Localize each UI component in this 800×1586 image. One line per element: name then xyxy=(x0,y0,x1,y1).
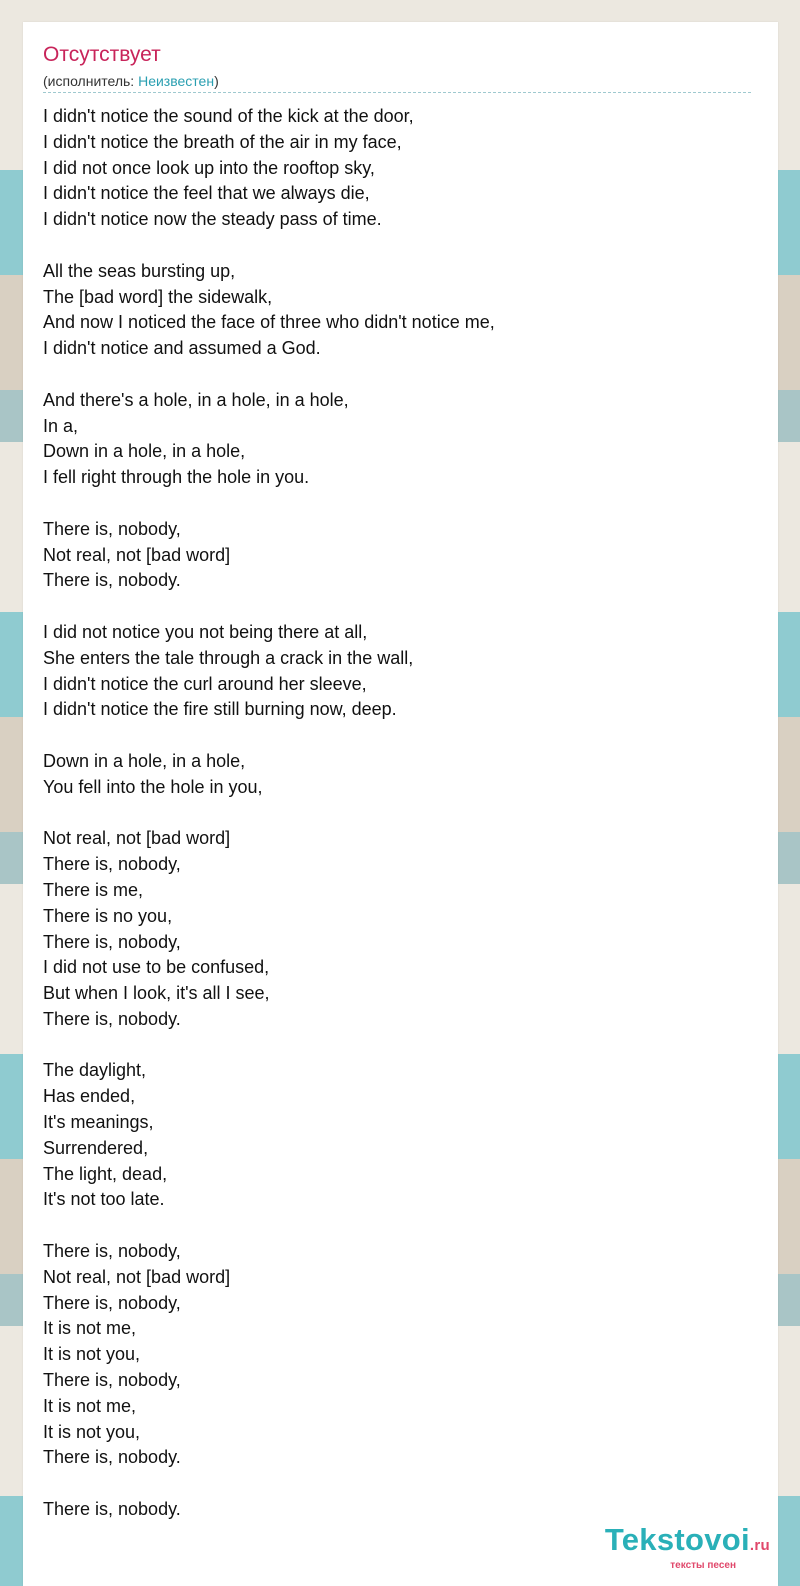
lyric-line: It's meanings, xyxy=(43,1112,154,1133)
lyric-line: I did not use to be confused, xyxy=(43,957,270,978)
lyric-line: There is me, xyxy=(43,879,144,900)
lyric-line: It is not you, xyxy=(43,1421,141,1442)
title-divider xyxy=(43,92,751,93)
lyric-line: There is, nobody, xyxy=(43,854,181,875)
lyric-line: There is, nobody, xyxy=(43,1370,181,1391)
lyric-line: I did not notice you not being there at all, xyxy=(43,621,368,642)
lyric-line: I fell right through the hole in you. xyxy=(43,467,310,488)
logo-wordmark xyxy=(605,1524,770,1562)
lyric-line: All the seas bursting up, xyxy=(43,260,236,281)
lyric-line: There is, nobody. xyxy=(43,1447,181,1468)
lyrics-text xyxy=(43,104,495,1523)
lyric-line xyxy=(43,233,495,259)
logo-name: Tekstovoi xyxy=(604,1522,750,1557)
lyric-line xyxy=(43,1033,495,1059)
artist-prefix: (исполнитель: xyxy=(43,73,139,89)
lyric-line: I didn't notice now the steady pass of time. xyxy=(43,209,382,230)
lyric-line: I didn't notice and assumed a God. xyxy=(43,338,321,359)
lyric-line: The [bad word] the sidewalk, xyxy=(43,286,273,307)
lyric-line: There is, nobody. xyxy=(43,1008,181,1029)
artist-suffix: ) xyxy=(214,73,219,89)
lyric-line: And now I noticed the face of three who didn't notice me, xyxy=(43,312,495,333)
lyric-line: The light, dead, xyxy=(43,1163,168,1184)
lyric-line: Not real, not [bad word] xyxy=(43,828,231,849)
lyric-line: Has ended, xyxy=(43,1086,136,1107)
lyric-line: But when I look, it's all I see, xyxy=(43,983,270,1004)
lyric-line: I didn't notice the curl around her sleeve, xyxy=(43,673,367,694)
lyric-line: In a, xyxy=(43,415,79,436)
logo-tld: .ru xyxy=(749,1537,770,1554)
artist-line xyxy=(43,72,219,90)
lyric-line: I didn't notice the sound of the kick at the door, xyxy=(43,106,414,126)
lyric-line: There is, nobody, xyxy=(43,1292,181,1313)
lyric-line: Not real, not [bad word] xyxy=(43,1266,231,1287)
lyric-line xyxy=(43,723,495,749)
lyric-line xyxy=(43,1213,495,1239)
lyric-line: I didn't notice the breath of the air in my face, xyxy=(43,131,402,152)
lyric-line xyxy=(43,1471,495,1497)
lyric-line: There is, nobody. xyxy=(43,1499,181,1520)
lyric-line: There is, nobody, xyxy=(43,1241,181,1262)
lyric-line xyxy=(43,801,495,827)
lyric-line: Surrendered, xyxy=(43,1137,149,1158)
artist-link[interactable]: Неизвестен xyxy=(138,73,215,89)
lyric-line: The daylight, xyxy=(43,1060,147,1081)
lyric-line: She enters the tale through a crack in the wall, xyxy=(43,647,414,668)
song-title: Отсутствует xyxy=(43,43,161,66)
lyric-line: There is, nobody, xyxy=(43,518,181,539)
lyric-line: There is, nobody, xyxy=(43,931,181,952)
lyric-line: Not real, not [bad word] xyxy=(43,544,231,565)
lyric-line: Down in a hole, in a hole, xyxy=(43,441,246,462)
lyric-line: I didn't notice the fire still burning now, deep. xyxy=(43,699,397,720)
lyric-line: You fell into the hole in you, xyxy=(43,776,263,797)
lyric-line: And there's a hole, in a hole, in a hole, xyxy=(43,389,349,410)
lyric-line: Down in a hole, in a hole, xyxy=(43,750,246,771)
lyric-line: It is not you, xyxy=(43,1344,141,1365)
lyric-line: It's not too late. xyxy=(43,1189,165,1210)
lyric-line xyxy=(43,491,495,517)
lyrics-card xyxy=(23,22,778,1586)
site-logo[interactable] xyxy=(605,1524,770,1572)
lyric-line: I didn't notice the feel that we always die, xyxy=(43,183,370,204)
lyric-line: It is not me, xyxy=(43,1395,137,1416)
lyric-line: There is no you, xyxy=(43,905,173,926)
lyric-line xyxy=(43,594,495,620)
lyric-line: I did not once look up into the rooftop sky, xyxy=(43,157,375,178)
logo-tagline: тексты песен xyxy=(670,1560,736,1571)
lyric-line xyxy=(43,362,495,388)
lyric-line: It is not me, xyxy=(43,1318,137,1339)
lyric-line: There is, nobody. xyxy=(43,570,181,591)
